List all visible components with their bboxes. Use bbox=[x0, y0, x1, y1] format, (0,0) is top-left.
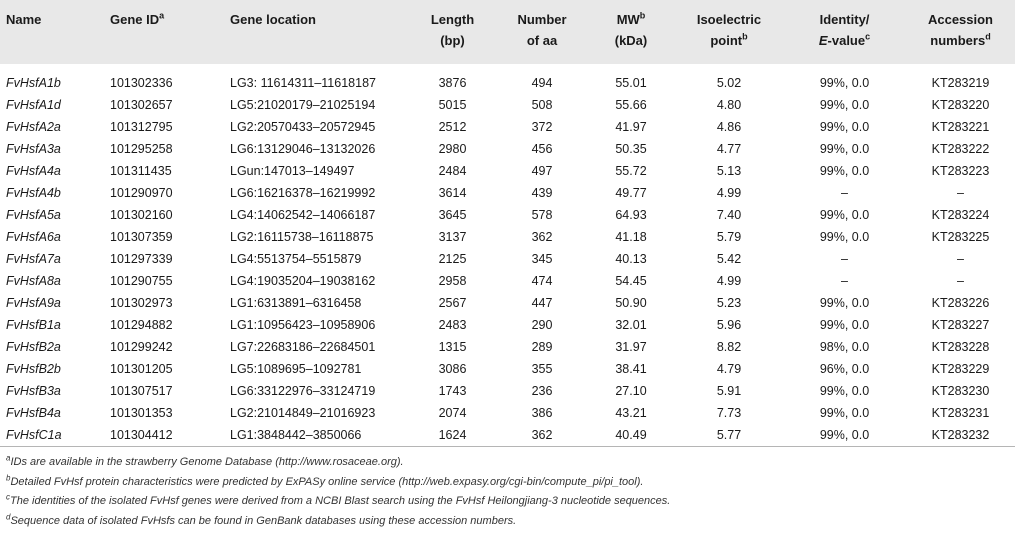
cell-gene-id: 101301205 bbox=[110, 362, 173, 376]
cell-length: 3086 bbox=[438, 362, 467, 376]
cell-mw: 40.49 bbox=[587, 424, 675, 447]
cell-mw: 55.72 bbox=[615, 164, 647, 178]
table-row bbox=[0, 314, 1015, 336]
cell-gene-location: LG3: 11614311–11618187 bbox=[230, 76, 376, 90]
cell-gene-location: LG4:14062542–14066187 bbox=[230, 208, 376, 222]
cell-gene-id: 101302973 bbox=[110, 296, 173, 310]
header-number-of-aa: Number of aa bbox=[497, 0, 587, 64]
cell-length: 2483 bbox=[438, 318, 467, 332]
cell-isoelectric-point: 7.40 bbox=[716, 208, 742, 222]
cell-length: 3645 bbox=[438, 208, 467, 222]
cell-isoelectric-point: 5.13 bbox=[716, 164, 742, 178]
cell-mw: 55.66 bbox=[615, 98, 647, 112]
cell-accession: KT283231 bbox=[931, 406, 990, 420]
header-row bbox=[0, 0, 1015, 64]
cell-accession: KT283226 bbox=[931, 296, 990, 310]
cell-isoelectric-point: 4.77 bbox=[716, 142, 742, 156]
cell-accession: KT283221 bbox=[931, 120, 990, 134]
cell-length: 2567 bbox=[438, 296, 467, 310]
header-name: Name bbox=[0, 0, 104, 64]
cell-mw: 43.21 bbox=[615, 406, 647, 420]
cell-gene-location: LG5:21020179–21025194 bbox=[230, 98, 376, 112]
cell-gene-id: 101302336 bbox=[110, 76, 173, 90]
cell-number-of-aa: 290 bbox=[531, 318, 553, 332]
cell-isoelectric-point: 5.96 bbox=[716, 318, 742, 332]
cell-accession: KT283224 bbox=[931, 208, 990, 222]
cell-gene-id: 101290970 bbox=[110, 186, 173, 200]
header-length: Length (bp) bbox=[408, 0, 497, 64]
header-mw: $MW^b$ (kDa) bbox=[587, 0, 675, 64]
table-row bbox=[0, 358, 1015, 380]
cell-identity: 96%, 0.0 bbox=[819, 362, 870, 376]
cell-number-of-aa: 508 bbox=[531, 98, 553, 112]
cell-length: 1624 bbox=[408, 424, 497, 447]
cell-accession: – bbox=[957, 274, 964, 288]
cell-gene-location: LG1:6313891–6316458 bbox=[230, 296, 362, 310]
cell-name: FvHsfA4a bbox=[6, 164, 61, 178]
cell-identity: 99%, 0.0 bbox=[819, 230, 870, 244]
cell-accession: KT283230 bbox=[931, 384, 990, 398]
table-row bbox=[0, 160, 1015, 182]
cell-gene-location: LG1:3848442–3850066 bbox=[224, 424, 408, 447]
cell-isoelectric-point: 5.91 bbox=[716, 384, 742, 398]
cell-isoelectric-point: 5.23 bbox=[716, 296, 742, 310]
cell-number-of-aa: 372 bbox=[531, 120, 553, 134]
table-body bbox=[0, 72, 1015, 447]
cell-number-of-aa: 362 bbox=[497, 424, 587, 447]
cell-number-of-aa: 456 bbox=[531, 142, 553, 156]
cell-mw: 31.97 bbox=[615, 340, 647, 354]
cell-gene-id: 101302657 bbox=[110, 98, 173, 112]
cell-gene-location: LG2:20570433–20572945 bbox=[230, 120, 376, 134]
cell-gene-location: LG6:16216378–16219992 bbox=[230, 186, 376, 200]
footnote-text: IDs are available in the strawberry Genome Database (http://www.rosaceae.org). bbox=[10, 456, 404, 468]
cell-number-of-aa: 386 bbox=[531, 406, 553, 420]
cell-mw: 55.01 bbox=[615, 76, 647, 90]
cell-name: FvHsfA3a bbox=[6, 142, 61, 156]
cell-identity: 99%, 0.0 bbox=[819, 142, 870, 156]
cell-identity: 99%, 0.0 bbox=[819, 76, 870, 90]
footnotes bbox=[6, 453, 670, 531]
header-isoelectric-point: Isoelectric point$^b$ bbox=[675, 0, 783, 64]
table-row bbox=[0, 402, 1015, 424]
table-row bbox=[0, 182, 1015, 204]
cell-name: FvHsfA1d bbox=[6, 98, 61, 112]
table-row bbox=[0, 424, 1015, 447]
cell-accession: KT283232 bbox=[906, 424, 1015, 447]
cell-number-of-aa: 345 bbox=[531, 252, 553, 266]
cell-number-of-aa: 362 bbox=[531, 230, 553, 244]
cell-identity: 98%, 0.0 bbox=[819, 340, 870, 354]
cell-gene-id: 101301353 bbox=[110, 406, 173, 420]
cell-gene-id: 101297339 bbox=[110, 252, 173, 266]
cell-mw: 27.10 bbox=[615, 384, 647, 398]
cell-accession: KT283229 bbox=[931, 362, 990, 376]
footnote-mark: a bbox=[6, 453, 11, 463]
cell-isoelectric-point: 5.79 bbox=[716, 230, 742, 244]
cell-gene-location: LG2:16115738–16118875 bbox=[230, 230, 374, 244]
cell-name: FvHsfA1b bbox=[6, 76, 61, 90]
cell-identity: 99%, 0.0 bbox=[819, 384, 870, 398]
cell-identity: – bbox=[841, 186, 848, 200]
cell-length: 2484 bbox=[438, 164, 467, 178]
cell-gene-id: 101295258 bbox=[110, 142, 173, 156]
header-gene-id: Gene $ID^a$ bbox=[104, 0, 224, 64]
cell-isoelectric-point: 4.80 bbox=[716, 98, 742, 112]
cell-identity: 99%, 0.0 bbox=[819, 164, 870, 178]
footnote-text: Sequence data of isolated FvHsfs can be found in GenBank databases using these accession numbers. bbox=[10, 514, 517, 527]
cell-identity: 99%, 0.0 bbox=[819, 318, 870, 332]
table-row bbox=[0, 204, 1015, 226]
cell-name: FvHsfA7a bbox=[6, 252, 61, 266]
cell-mw: 41.97 bbox=[615, 120, 647, 134]
cell-isoelectric-point: 7.73 bbox=[716, 406, 742, 420]
cell-number-of-aa: 447 bbox=[531, 296, 553, 310]
cell-identity: – bbox=[841, 274, 848, 288]
cell-mw: 54.45 bbox=[615, 274, 647, 288]
cell-name: FvHsfB3a bbox=[6, 384, 61, 398]
table-row bbox=[0, 336, 1015, 358]
footnote bbox=[6, 492, 670, 512]
cell-gene-id: 101311435 bbox=[110, 164, 172, 178]
cell-isoelectric-point: 5.02 bbox=[716, 76, 742, 90]
cell-length: 2074 bbox=[438, 406, 467, 420]
cell-gene-location: LG6:33122976–33124719 bbox=[230, 384, 376, 398]
cell-name: FvHsfB2b bbox=[6, 362, 61, 376]
cell-mw: 40.13 bbox=[615, 252, 647, 266]
cell-length: 2958 bbox=[438, 274, 467, 288]
cell-accession: – bbox=[957, 252, 964, 266]
cell-number-of-aa: 578 bbox=[531, 208, 553, 222]
cell-number-of-aa: 474 bbox=[531, 274, 553, 288]
cell-number-of-aa: 497 bbox=[531, 164, 553, 178]
cell-name: FvHsfB1a bbox=[6, 318, 61, 332]
cell-accession: KT283222 bbox=[931, 142, 990, 156]
cell-mw: 50.90 bbox=[615, 296, 647, 310]
cell-gene-location: LG7:22683186–22684501 bbox=[230, 340, 376, 354]
cell-identity: 99%, 0.0 bbox=[783, 424, 906, 447]
cell-gene-id: 101302160 bbox=[110, 208, 173, 222]
cell-gene-location: LG5:1089695–1092781 bbox=[230, 362, 362, 376]
cell-name: FvHsfB2a bbox=[6, 340, 61, 354]
cell-gene-id: 101312795 bbox=[110, 120, 173, 134]
cell-isoelectric-point: 8.82 bbox=[716, 340, 742, 354]
cell-gene-id: 101307517 bbox=[110, 384, 173, 398]
cell-name: FvHsfA5a bbox=[6, 208, 61, 222]
cell-gene-location: LG2:21014849–21016923 bbox=[230, 406, 376, 420]
cell-number-of-aa: 355 bbox=[531, 362, 553, 376]
table-row bbox=[0, 226, 1015, 248]
table-row bbox=[0, 380, 1015, 402]
cell-name: FvHsfA8a bbox=[6, 274, 61, 288]
cell-length: 5015 bbox=[438, 98, 467, 112]
cell-name: FvHsfA2a bbox=[6, 120, 61, 134]
table-row bbox=[0, 292, 1015, 314]
cell-isoelectric-point: 4.99 bbox=[716, 274, 742, 288]
cell-length: 2125 bbox=[438, 252, 467, 266]
cell-number-of-aa: 494 bbox=[531, 76, 553, 90]
cell-name: FvHsfB4a bbox=[6, 406, 61, 420]
cell-identity: – bbox=[841, 252, 848, 266]
footnote-mark: d bbox=[6, 511, 11, 521]
cell-isoelectric-point: 5.77 bbox=[675, 424, 783, 447]
cell-gene-id: 101304412 bbox=[104, 424, 224, 447]
cell-gene-location: LG4:5513754–5515879 bbox=[230, 252, 362, 266]
cell-gene-location: LG1:10956423–10958906 bbox=[230, 318, 376, 332]
footnote bbox=[6, 473, 670, 493]
cell-number-of-aa: 289 bbox=[531, 340, 553, 354]
table-row bbox=[0, 116, 1015, 138]
cell-gene-id: 101299242 bbox=[110, 340, 173, 354]
footnote-mark: c bbox=[6, 492, 10, 502]
cell-number-of-aa: 439 bbox=[531, 186, 553, 200]
table-row bbox=[0, 94, 1015, 116]
cell-isoelectric-point: 5.42 bbox=[716, 252, 742, 266]
table-row bbox=[0, 72, 1015, 94]
cell-mw: 64.93 bbox=[615, 208, 647, 222]
cell-identity: 99%, 0.0 bbox=[819, 406, 870, 420]
header-gene-location: Gene location bbox=[224, 0, 408, 64]
header-accession: Accession numbers$^d$ bbox=[906, 0, 1015, 64]
header-identity: Identity/ E-value$^c$ bbox=[783, 0, 906, 64]
cell-mw: 32.01 bbox=[615, 318, 647, 332]
cell-accession: – bbox=[957, 186, 964, 200]
cell-gene-location: LG4:19035204–19038162 bbox=[230, 274, 376, 288]
cell-identity: 99%, 0.0 bbox=[819, 208, 870, 222]
cell-name: FvHsfC1a bbox=[0, 424, 104, 447]
cell-gene-id: 101290755 bbox=[110, 274, 173, 288]
cell-gene-id: 101307359 bbox=[110, 230, 173, 244]
cell-identity: 99%, 0.0 bbox=[819, 120, 870, 134]
cell-accession: KT283223 bbox=[931, 164, 990, 178]
table-row bbox=[0, 270, 1015, 292]
cell-identity: 99%, 0.0 bbox=[819, 296, 870, 310]
cell-mw: 38.41 bbox=[615, 362, 647, 376]
cell-isoelectric-point: 4.99 bbox=[716, 186, 742, 200]
footnote-mark: b bbox=[6, 472, 11, 482]
cell-length: 2512 bbox=[438, 120, 467, 134]
footnote bbox=[6, 512, 670, 532]
cell-accession: KT283225 bbox=[931, 230, 990, 244]
cell-length: 1315 bbox=[438, 340, 467, 354]
cell-accession: KT283228 bbox=[931, 340, 990, 354]
cell-identity: 99%, 0.0 bbox=[819, 98, 870, 112]
cell-length: 3876 bbox=[438, 76, 467, 90]
cell-name: FvHsfA9a bbox=[6, 296, 61, 310]
cell-length: 2980 bbox=[438, 142, 467, 156]
table-row bbox=[0, 138, 1015, 160]
cell-gene-location: LG6:13129046–13132026 bbox=[230, 142, 376, 156]
cell-length: 3614 bbox=[438, 186, 467, 200]
cell-mw: 41.18 bbox=[615, 230, 647, 244]
footnote bbox=[6, 453, 670, 473]
cell-mw: 49.77 bbox=[615, 186, 647, 200]
cell-accession: KT283227 bbox=[931, 318, 990, 332]
cell-accession: KT283220 bbox=[931, 98, 990, 112]
cell-gene-location: LGun:147013–149497 bbox=[230, 164, 355, 178]
cell-gene-id: 101294882 bbox=[110, 318, 173, 332]
cell-length: 1743 bbox=[438, 384, 467, 398]
footnote-text: Detailed FvHsf protein characteristics were predicted by ExPASy online service (http://web.expasy.org/cgi-bin/compute_pi/pi_tool). bbox=[10, 475, 644, 488]
cell-mw: 50.35 bbox=[615, 142, 647, 156]
cell-number-of-aa: 236 bbox=[531, 384, 553, 398]
cell-accession: KT283219 bbox=[931, 76, 990, 90]
cell-isoelectric-point: 4.79 bbox=[716, 362, 742, 376]
table-row bbox=[0, 248, 1015, 270]
cell-name: FvHsfA6a bbox=[6, 230, 61, 244]
footnote-text: The identities of the isolated FvHsf genes were derived from a NCBI Blast search using the FvHsf Heilongjiang-3 nucleotide sequences. bbox=[10, 495, 671, 507]
cell-name: FvHsfA4b bbox=[6, 186, 61, 200]
cell-isoelectric-point: 4.86 bbox=[716, 120, 742, 134]
cell-length: 3137 bbox=[438, 230, 467, 244]
